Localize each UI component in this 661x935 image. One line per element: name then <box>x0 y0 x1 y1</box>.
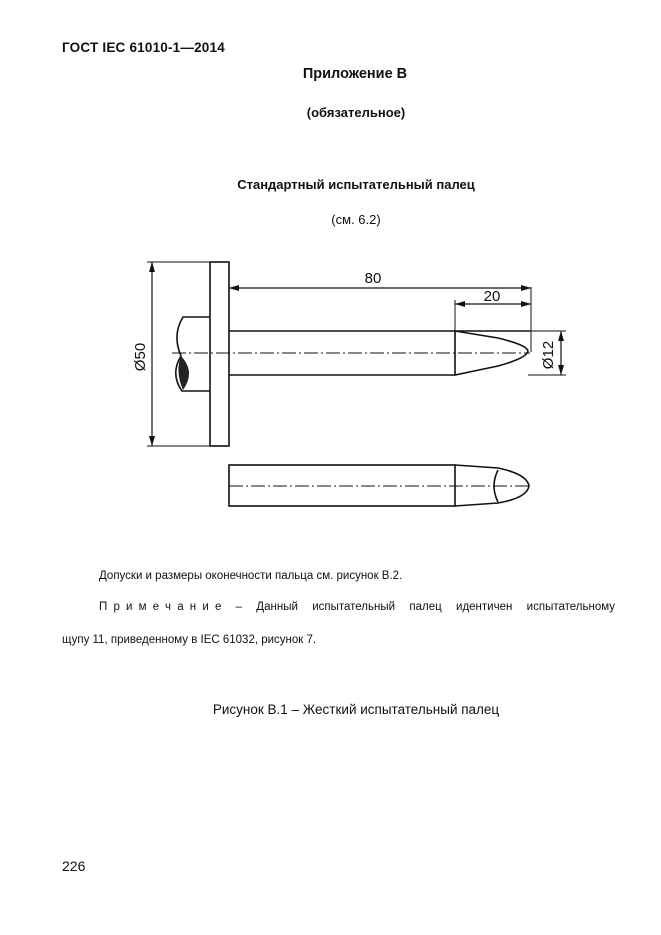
figure-heading: Стандартный испытательный палец <box>237 177 475 192</box>
dimension-flange-diameter-label: Ø50 <box>132 342 149 372</box>
page-number: 226 <box>62 858 86 874</box>
dimension-finger-diameter-label: Ø12 <box>540 340 557 370</box>
note-continuation: щупу 11, приведенному в IEC 61032, рисунок 7. <box>62 634 317 646</box>
document-header: ГОСТ IEC 61010-1—2014 <box>62 40 225 55</box>
flange-outline <box>210 262 229 446</box>
dimension-length-label: 80 <box>364 270 382 287</box>
figure-reference: (см. 6.2) <box>331 212 381 227</box>
annex-status: (обязательное) <box>306 105 406 120</box>
dimension-tip-label: 20 <box>483 288 501 305</box>
tolerances-paragraph: Допуски и размеры оконечности пальца см. рисунок B.2. <box>99 570 403 582</box>
annex-title: Приложение B <box>302 66 408 82</box>
note-label: Примечание <box>99 601 228 613</box>
note-body: – Данный испытательный палец идентичен испытательному <box>235 601 615 613</box>
section-hatch <box>178 356 189 390</box>
note-line <box>99 601 615 613</box>
figure-caption: Рисунок B.1 – Жесткий испытательный палец <box>212 702 500 717</box>
